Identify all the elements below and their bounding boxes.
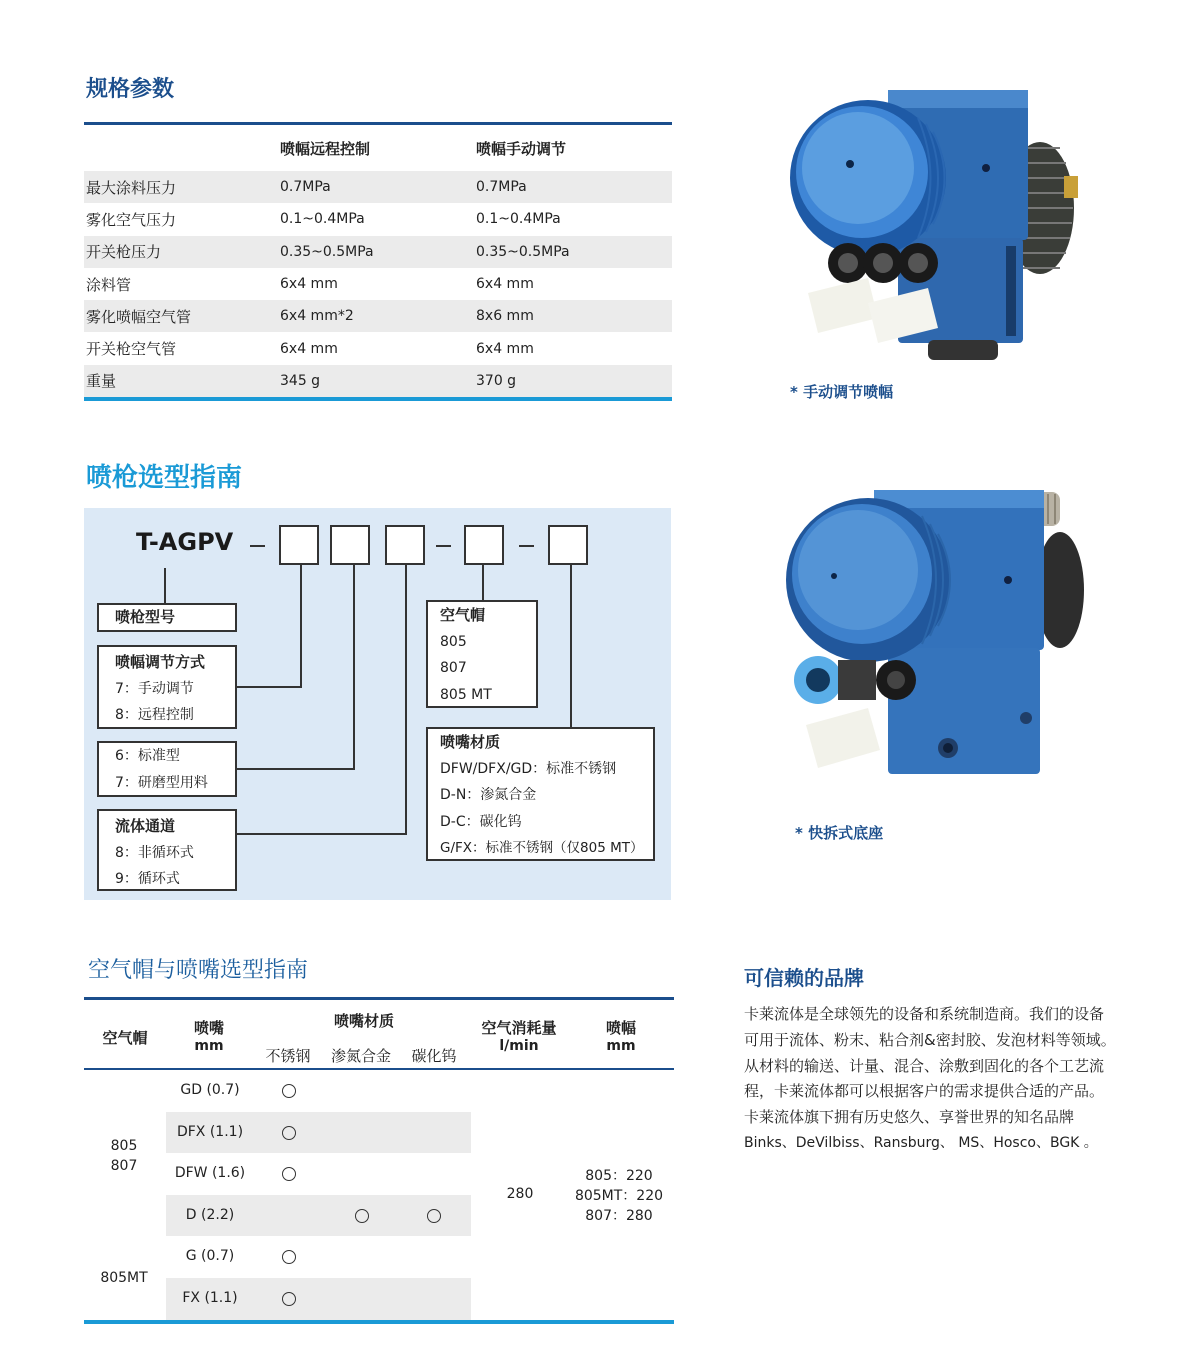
pattern-values xyxy=(569,1166,669,1226)
aircap-header xyxy=(84,1000,674,1068)
spec-row-label: 开关枪空气管 xyxy=(86,340,177,359)
spec-row-label: 重量 xyxy=(86,372,117,391)
nozzle-material-box xyxy=(426,727,655,861)
connector-line xyxy=(236,768,355,770)
model-code: T-AGPV xyxy=(136,528,234,556)
spec-manual-value: 0.35~0.5MPa xyxy=(476,243,570,260)
model-selection-guide xyxy=(84,508,671,900)
spec-remote-value: 0.7MPa xyxy=(280,179,331,196)
spray-adjust-heading: 喷幅调节方式 xyxy=(115,653,206,671)
aircap-option: 807 xyxy=(440,660,467,676)
nozzle-material-option: D-N：渗氮合金 xyxy=(440,787,537,803)
spec-title: 规格参数 xyxy=(86,77,175,102)
brand-text xyxy=(744,1002,1154,1157)
spec-manual-value: 6x4 mm xyxy=(476,276,534,293)
fluid-channel-heading: 流体通道 xyxy=(115,817,176,835)
brand-line: 卡莱流体是全球领先的设备和系统制造商。我们的设备 xyxy=(744,1005,1105,1023)
spec-remote-value: 6x4 mm xyxy=(280,276,338,293)
aircap-805: 805 xyxy=(110,1138,138,1154)
spec-header-row xyxy=(84,125,672,171)
header-stainless: 不锈钢 xyxy=(265,1047,311,1065)
aircap-title: 空气帽与喷嘴选型指南 xyxy=(88,958,309,983)
nozzle-material-option: D-C：碳化钨 xyxy=(440,813,522,830)
header-material: 喷嘴材质 xyxy=(333,1012,394,1030)
spray-adjust-option: 8：远程控制 xyxy=(115,707,194,723)
aircap-807: 807 xyxy=(110,1158,138,1174)
caption-quick-release: * 快拆式底座 xyxy=(795,824,884,842)
fluid-channel-option: 9：循环式 xyxy=(115,871,180,887)
spec-manual-value: 0.7MPa xyxy=(476,179,527,196)
nozzle-material-option: DFW/DFX/GD：标准不锈钢 xyxy=(440,760,617,777)
nozzle-size: G (0.7) xyxy=(185,1248,235,1265)
fluid-channel-option: 8：非循环式 xyxy=(115,844,194,861)
aircap-805mt: 805MT xyxy=(100,1270,148,1286)
available-circle-icon xyxy=(282,1292,296,1306)
code-slot-4 xyxy=(464,525,504,565)
connector-line xyxy=(300,565,302,688)
nozzle-size: DFX (1.1) xyxy=(176,1123,244,1140)
header-carbide: 碳化钨 xyxy=(411,1047,457,1065)
brand-line: 卡莱流体旗下拥有历史悠久、享誉世界的知名品牌 xyxy=(744,1108,1075,1127)
aircap-nozzle-table xyxy=(84,997,674,1324)
spec-row-label: 最大涂料压力 xyxy=(86,178,177,197)
spec-remote-value: 0.35~0.5MPa xyxy=(280,243,374,260)
spec-manual-value: 370 g xyxy=(476,372,517,389)
gun-type-option: 6：标准型 xyxy=(115,748,180,764)
gun-type-option: 7：研磨型用料 xyxy=(115,774,208,791)
aircap-group-805-807 xyxy=(84,1136,164,1176)
code-slot-1 xyxy=(279,525,319,565)
header-pattern-unit: mm xyxy=(606,1038,636,1054)
pattern-value: 805MT：220 xyxy=(574,1188,664,1204)
spec-row xyxy=(84,171,672,203)
code-dash xyxy=(250,545,265,547)
pattern-value: 805：220 xyxy=(585,1168,653,1184)
code-slot-2 xyxy=(330,525,370,565)
spec-manual-value: 6x4 mm xyxy=(476,340,534,357)
aircap-option: 805 xyxy=(440,633,467,650)
available-circle-icon xyxy=(282,1126,296,1140)
caption-manual-adjust: * 手动调节喷幅 xyxy=(790,383,894,401)
code-slot-5 xyxy=(548,525,588,565)
connector-line xyxy=(236,833,407,835)
nozzle-size: FX (1.1) xyxy=(182,1290,238,1306)
header-nozzle: 喷嘴 xyxy=(193,1019,224,1037)
spec-remote-value: 6x4 mm xyxy=(280,340,338,357)
gun-type-box xyxy=(97,741,237,797)
pattern-value: 807：280 xyxy=(585,1208,653,1224)
code-dash xyxy=(436,545,451,547)
brand-title: 可信赖的品牌 xyxy=(744,966,864,990)
spec-row xyxy=(84,365,672,397)
available-circle-icon xyxy=(355,1209,369,1223)
nozzle-material-heading: 喷嘴材质 xyxy=(440,733,501,751)
aircap-box xyxy=(426,600,538,708)
nozzle-size: GD (0.7) xyxy=(180,1082,240,1098)
connector-line xyxy=(236,686,302,688)
spray-adjust-box xyxy=(97,645,237,729)
spec-row-label: 雾化空气压力 xyxy=(86,210,177,229)
air-consumption-value: 280 xyxy=(506,1186,534,1202)
available-circle-icon xyxy=(282,1250,296,1264)
available-circle-icon xyxy=(282,1084,296,1098)
spray-adjust-option: 7：手动调节 xyxy=(115,680,194,697)
spec-row xyxy=(84,203,672,235)
guide-title: 喷枪选型指南 xyxy=(86,463,243,493)
spec-header-remote: 喷幅远程控制 xyxy=(280,139,371,158)
spec-remote-value: 345 g xyxy=(280,372,321,389)
fluid-channel-box xyxy=(97,809,237,891)
brand-line: 从材料的输送、计量、混合、涂敷到固化的各个工艺流 xyxy=(744,1056,1105,1075)
code-dash xyxy=(519,545,534,547)
header-nitrided: 渗氮合金 xyxy=(330,1047,391,1065)
header-nozzle-unit: mm xyxy=(194,1038,224,1054)
spec-manual-value: 0.1~0.4MPa xyxy=(476,211,561,228)
brand-line: Binks、DeVilbiss、Ransburg、 MS、Hosco、BGK 。 xyxy=(744,1134,1098,1151)
connector-line xyxy=(353,565,355,770)
available-circle-icon xyxy=(427,1209,441,1223)
spec-bottom-rule xyxy=(84,397,672,401)
gun-model-heading: 喷枪型号 xyxy=(115,608,176,626)
brand-line: 可用于流体、粉末、粘合剂&密封胶、发泡材料等领域。 xyxy=(744,1030,1116,1049)
spec-row xyxy=(84,300,672,332)
manual-adjust-gun-image xyxy=(778,78,1098,368)
spec-row xyxy=(84,268,672,300)
aircap-heading: 空气帽 xyxy=(440,606,486,624)
connector-line xyxy=(405,565,407,835)
spec-remote-value: 0.1~0.4MPa xyxy=(280,211,365,228)
spec-row-label: 涂料管 xyxy=(86,275,132,294)
header-air: 空气消耗量 xyxy=(481,1019,557,1037)
connector-line xyxy=(570,565,572,728)
header-pattern: 喷幅 xyxy=(605,1019,636,1037)
gun-model-box xyxy=(97,603,237,632)
spec-row xyxy=(84,332,672,364)
spec-row-label: 雾化喷幅空气管 xyxy=(86,307,192,326)
nozzle-material-option: G/FX：标准不锈钢（仅805 MT） xyxy=(440,840,644,856)
aircap-body xyxy=(84,1070,674,1320)
connector-line xyxy=(164,568,166,604)
code-slot-3 xyxy=(385,525,425,565)
header-air-unit: l/min xyxy=(499,1038,539,1054)
spec-table xyxy=(84,122,672,401)
connector-line xyxy=(482,565,484,601)
spec-manual-value: 8x6 mm xyxy=(476,308,534,325)
brand-line: 程，卡莱流体都可以根据客户的需求提供合适的产品。 xyxy=(744,1082,1105,1101)
spec-row-label: 开关枪压力 xyxy=(86,243,162,262)
aircap-option: 805 MT xyxy=(440,686,492,703)
quick-release-gun-image xyxy=(778,480,1098,790)
spec-header-manual: 喷幅手动调节 xyxy=(476,139,567,158)
spec-remote-value: 6x4 mm*2 xyxy=(280,308,354,325)
nozzle-size: D (2.2) xyxy=(185,1206,235,1223)
spec-row xyxy=(84,236,672,268)
aircap-bottom-rule xyxy=(84,1320,674,1324)
available-circle-icon xyxy=(282,1167,296,1181)
nozzle-size: DFW (1.6) xyxy=(174,1165,246,1182)
header-aircap: 空气帽 xyxy=(102,1029,148,1047)
